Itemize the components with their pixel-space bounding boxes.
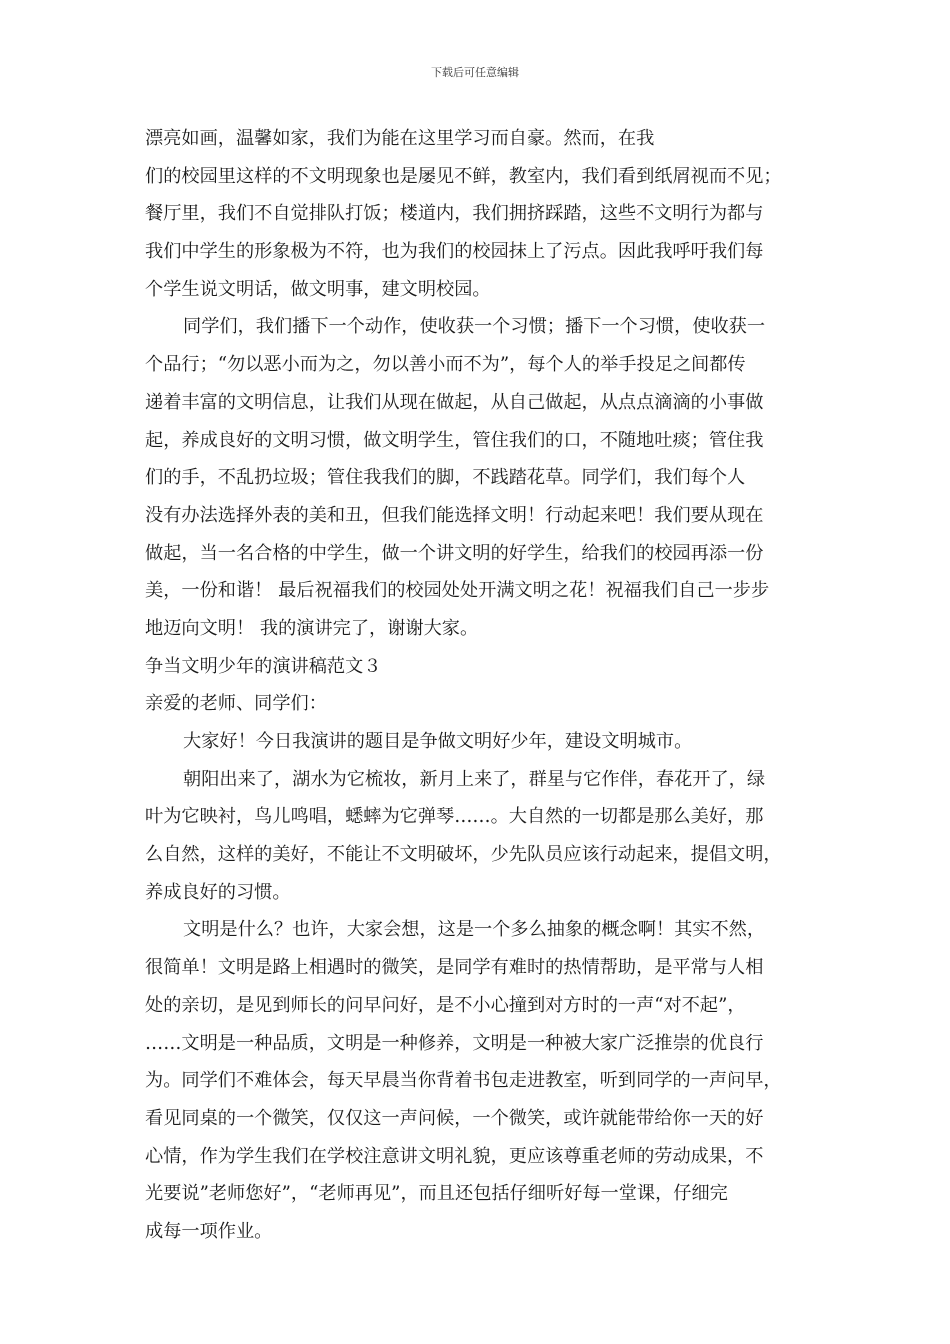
text-line: 叶为它映衬，鸟儿鸣唱，蟋蟀为它弹琴……。大自然的一切都是那么美好，那 — [145, 806, 764, 828]
salutation: 亲爱的老师、同学们： — [145, 693, 327, 715]
text-line: 看见同桌的一个微笑，仅仅这一声问候，一个微笑，或许就能带给你一天的好 — [145, 1107, 764, 1129]
text-line: ……文明是一种品质，文明是一种修养，文明是一种被大家广泛推崇的优良行 — [145, 1032, 764, 1054]
text-line: 处的亲切，是见到师长的问早问好，是不小心撞到对方时的一声“对不起”， — [145, 994, 746, 1016]
section-title: 争当文明少年的演讲稿范文３ — [145, 655, 382, 677]
paragraph-start-line: 大家好！今日我演讲的题目是争做文明好少年，建设文明城市。 — [183, 731, 693, 752]
text-line: 我们中学生的形象极为不符，也为我们的校园抹上了污点。因此我呼吁我们每 — [145, 241, 764, 263]
text-line: 没有办法选择外表的美和丑，但我们能选择文明！行动起来吧！我们要从现在 — [145, 504, 764, 526]
text-line: 们的校园里这样的不文明现象也是屡见不鲜，教室内，我们看到纸屑视而不见； — [145, 165, 782, 187]
text-line: 么自然，这样的美好，不能让不文明破坏，少先队员应该行动起来，提倡文明， — [145, 844, 782, 866]
text-line: 餐厅里，我们不自觉排队打饭；楼道内，我们拥挤踩踏，这些不文明行为都与 — [145, 203, 764, 225]
text-line: 光要说”老师您好”，“老师再见”，而且还包括仔细听好每一堂课，仔细完 — [145, 1183, 728, 1205]
text-line: 个品行；“勿以恶小而为之，勿以善小而不为”，每个人的举手投足之间都传 — [145, 354, 746, 376]
text-line: 很简单！文明是路上相遇时的微笑，是同学有难时的热情帮助，是平常与人相 — [145, 957, 764, 979]
text-line: 漂亮如画，温馨如家，我们为能在这里学习而自豪。然而，在我 — [145, 128, 655, 149]
paragraph-start-line: 同学们，我们播下一个动作，使收获一个习惯；播下一个习惯，使收获一 — [183, 316, 766, 338]
text-line: 个学生说文明话，做文明事，建文明校园。 — [145, 278, 491, 300]
text-line: 养成良好的习惯。 — [145, 881, 291, 903]
text-line: 递着丰富的文明信息，让我们从现在做起，从自己做起，从点点滴滴的小事做 — [145, 391, 764, 413]
text-line: 美，一份和谐！ 最后祝福我们的校园处处开满文明之花！祝福我们自己一步步 — [145, 580, 770, 602]
document-body — [145, 120, 810, 1251]
text-line: 们的手，不乱扔垃圾；管住我我们的脚，不践踏花草。同学们，我们每个人 — [145, 467, 746, 489]
text-line: 地迈向文明！ 我的演讲完了，谢谢大家。 — [145, 617, 479, 639]
page-header: 下载后可任意编辑 — [431, 66, 519, 79]
paragraph-start-line: 文明是什么？也许，大家会想，这是一个多么抽象的概念啊！其实不然， — [183, 919, 766, 941]
text-line: 为。同学们不难体会，每天早晨当你背着书包走进教室，听到同学的一声问早， — [145, 1070, 782, 1092]
text-line: 成每一项作业。 — [145, 1220, 273, 1242]
paragraph-start-line: 朝阳出来了，湖水为它梳妆，新月上来了，群星与它作伴，春花开了，绿 — [183, 768, 766, 790]
text-line: 心情，作为学生我们在学校注意讲文明礼貌，更应该尊重老师的劳动成果，不 — [145, 1145, 764, 1167]
text-line: 做起，当一名合格的中学生，做一个讲文明的好学生，给我们的校园再添一份 — [145, 542, 764, 564]
text-line: 起，养成良好的文明习惯，做文明学生，管住我们的口，不随地吐痰；管住我 — [145, 429, 764, 451]
